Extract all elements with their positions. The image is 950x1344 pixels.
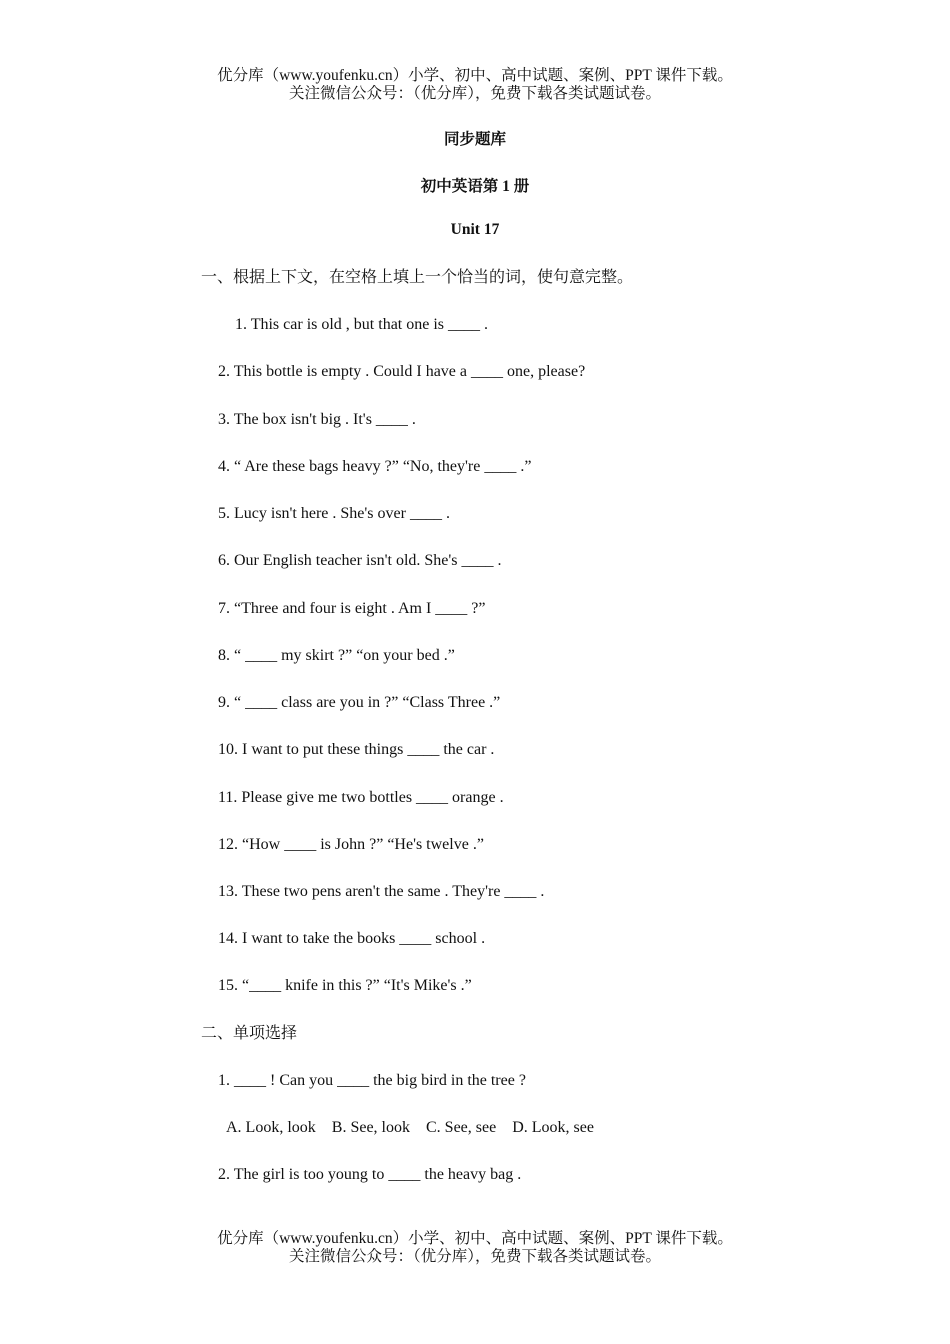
footer-line-1: 优分库（www.youfenku.cn）小学、初中、高中试题、案例、PPT 课件下载。 <box>217 1230 733 1247</box>
section-2-heading: 二、单项选择 <box>201 1025 298 1042</box>
section-1-heading: 一、根据上下文，在空格上填上一个恰当的词，使句意完整。 <box>201 269 634 286</box>
question-item: 9. “ ____ class are you in ?” “Class Three .” <box>218 694 501 711</box>
header-line-1: 优分库（www.youfenku.cn）小学、初中、高中试题、案例、PPT 课件下载。 <box>217 67 733 84</box>
question-item: 4. “ Are these bags heavy ?” “No, they're ____ .” <box>218 458 532 475</box>
header-line-2: 关注微信公众号：（优分库），免费下载各类试题试卷。 <box>288 85 661 102</box>
unit-title: Unit 17 <box>450 221 500 238</box>
page-title: 同步题库 <box>443 131 506 148</box>
question-item: 6. Our English teacher isn't old. She's ____ . <box>218 552 502 569</box>
question-item: 14. I want to take the books ____ school . <box>218 930 486 947</box>
book-title: 初中英语第 1 册 <box>420 178 530 195</box>
question-item: 5. Lucy isn't here . She's over ____ . <box>218 505 450 522</box>
question-item: 2. The girl is too young to ____ the heavy bag . <box>218 1166 522 1183</box>
question-item: 7. “Three and four is eight . Am I ____ ?” <box>218 600 486 617</box>
question-item: 8. “ ____ my skirt ?” “on your bed .” <box>218 647 455 664</box>
footer-line-2: 关注微信公众号：（优分库），免费下载各类试题试卷。 <box>288 1248 661 1265</box>
question-item: 13. These two pens aren't the same . They're ____ . <box>218 883 545 900</box>
question-item: 15. “____ knife in this ?” “It's Mike's .” <box>218 977 472 994</box>
question-item: 11. Please give me two bottles ____ orange . <box>218 789 504 806</box>
question-item: 2. This bottle is empty . Could I have a ____ one, please? <box>218 363 586 380</box>
question-item: 12. “How ____ is John ?” “He's twelve .” <box>218 836 484 853</box>
question-item: 10. I want to put these things ____ the car . <box>218 741 495 758</box>
question-item: 1. ____ ! Can you ____ the big bird in the tree ? <box>218 1072 526 1089</box>
answer-options: A. Look, look B. See, look C. See, see D. Look, see <box>226 1119 594 1136</box>
question-item: 3. The box isn't big . It's ____ . <box>218 411 416 428</box>
question-item: 1. This car is old , but that one is ____ . <box>235 316 489 333</box>
